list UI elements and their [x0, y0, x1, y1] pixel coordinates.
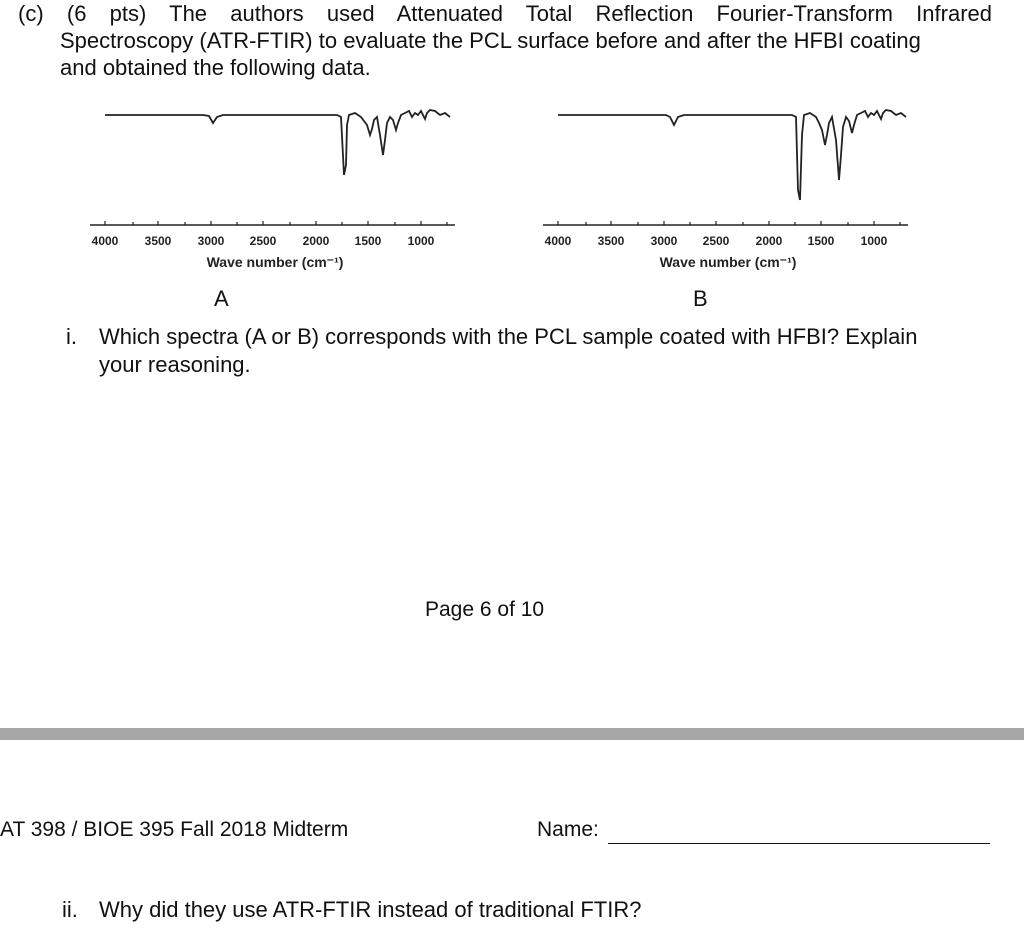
- spectrum-a: [85, 95, 465, 275]
- question-c: [18, 0, 992, 81]
- question-c-line3: and obtained the following data.: [60, 55, 371, 80]
- spectrum-b-tick-label: 2500: [702, 234, 730, 248]
- panel-a-label: A: [214, 286, 229, 311]
- spectrum-a-tick-label: 2000: [302, 234, 330, 248]
- page-break-divider: [0, 728, 1024, 740]
- spectrum-a-trace: [105, 110, 450, 175]
- name-blank-line: [608, 843, 990, 844]
- spectrum-b-tick-label: 1000: [860, 234, 888, 248]
- spectrum-a-tick-label: 1500: [354, 234, 382, 248]
- name-label: Name:: [537, 818, 599, 841]
- spectrum-a-tick-label: 3500: [144, 234, 172, 248]
- spectrum-b-tick-label: 3000: [650, 234, 678, 248]
- question-ii-number: ii.: [62, 897, 78, 922]
- spectrum-b-tick-label: 1500: [807, 234, 835, 248]
- question-c-line1: (c) (6 pts) The authors used Attenuated Total Reflection Fourier-Transform Infrared: [18, 1, 992, 26]
- spectrum-b-trace: [558, 110, 906, 200]
- spectrum-a-tick-label: 2500: [249, 234, 277, 248]
- course-header: AT 398 / BIOE 395 Fall 2018 Midterm: [0, 818, 349, 841]
- question-ii-text: Why did they use ATR-FTIR instead of traditional FTIR?: [99, 897, 642, 922]
- spectrum-a-tick-label: 3000: [197, 234, 225, 248]
- spectrum-a-tick-label: 4000: [91, 234, 119, 248]
- question-i-number: i.: [66, 324, 77, 349]
- question-i-line2: your reasoning.: [99, 352, 251, 377]
- question-c-line2: Spectroscopy (ATR-FTIR) to evaluate the PCL surface before and after the HFBI coating: [60, 28, 921, 53]
- question-i-line1: Which spectra (A or B) corresponds with the PCL sample coated with HFBI? Explain: [99, 324, 918, 349]
- page-number: Page 6 of 10: [425, 598, 545, 621]
- spectrum-b: [538, 95, 918, 275]
- panel-b-label: B: [693, 286, 708, 311]
- spectrum-a-axis-label: Wave number (cm⁻¹): [206, 254, 344, 270]
- spectrum-b-tick-label: 3500: [597, 234, 625, 248]
- spectrum-b-tick-label: 2000: [755, 234, 783, 248]
- spectrum-b-axis-label: Wave number (cm⁻¹): [659, 254, 797, 270]
- spectrum-a-tick-label: 1000: [407, 234, 435, 248]
- spectrum-b-tick-label: 4000: [544, 234, 572, 248]
